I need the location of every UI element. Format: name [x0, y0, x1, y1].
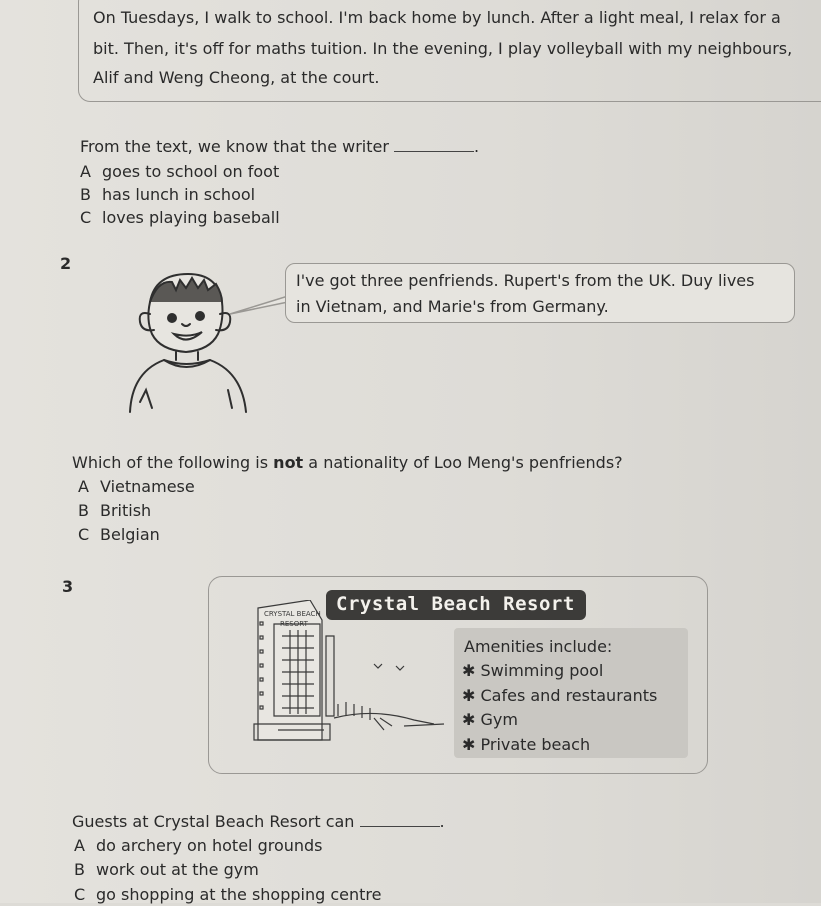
q1-stem-end: .: [474, 137, 480, 156]
boy-illustration: [110, 262, 290, 427]
q3-option-a: [74, 835, 323, 857]
option-text: do archery on hotel grounds: [96, 836, 323, 855]
option-text: has lunch in school: [102, 185, 256, 204]
q3-option-b: [74, 859, 259, 881]
q2-stem-before: Which of the following is: [72, 453, 269, 472]
amenity-item: [462, 660, 603, 682]
hotel-illustration: [234, 600, 458, 760]
q2-option-a: [78, 476, 195, 498]
amenity-text: Swimming pool: [480, 661, 604, 680]
q3-number: 3: [62, 577, 74, 596]
q2-stem-after: a nationality of Loo Meng's penfriends?: [308, 453, 623, 472]
amenity-text: Gym: [480, 710, 518, 729]
amenity-item: [462, 709, 518, 731]
option-letter: B: [74, 860, 85, 879]
star-icon: ✱: [462, 710, 476, 729]
option-letter: A: [78, 477, 89, 496]
passage-line-2: bit. Then, it's off for maths tuition. In the evening, I play volleyball with my neighbours,: [93, 39, 793, 58]
q1-option-a: [80, 161, 279, 183]
speech-line-2: in Vietnam, and Marie's from Germany.: [296, 297, 609, 316]
option-letter: B: [80, 185, 91, 204]
q1-option-b: [80, 184, 255, 206]
option-text: goes to school on foot: [102, 162, 280, 181]
option-text: British: [100, 501, 152, 520]
option-text: work out at the gym: [96, 860, 259, 879]
option-letter: A: [74, 836, 85, 855]
q1-stem-text: From the text, we know that the writer: [80, 137, 389, 156]
star-icon: ✱: [462, 686, 476, 705]
option-letter: C: [74, 885, 86, 904]
option-letter: C: [80, 208, 92, 227]
amenity-item: [462, 685, 657, 707]
q3-stem-text: Guests at Crystal Beach Resort can: [72, 812, 355, 831]
q2-option-c: [78, 524, 160, 546]
q2-stem: [72, 452, 623, 474]
q2-stem-bold: not: [273, 453, 304, 472]
speech-line-1: I've got three penfriends. Rupert's from the UK. Duy lives: [296, 271, 755, 290]
option-letter: A: [80, 162, 91, 181]
amenities-heading: Amenities include:: [464, 637, 613, 656]
option-text: loves playing baseball: [102, 208, 280, 227]
q1-option-c: [80, 207, 280, 229]
q2-number: 2: [60, 254, 72, 273]
answer-blank: [394, 151, 474, 152]
q2-option-b: [78, 500, 151, 522]
q1-stem: [80, 136, 479, 158]
star-icon: ✱: [462, 735, 476, 754]
option-text: Belgian: [100, 525, 160, 544]
option-letter: B: [78, 501, 89, 520]
q3-stem: [72, 811, 445, 833]
resort-sign-line-2: RESORT: [280, 620, 308, 628]
option-letter: C: [78, 525, 90, 544]
star-icon: ✱: [462, 661, 476, 680]
amenity-text: Private beach: [480, 735, 591, 754]
passage-line-1: On Tuesdays, I walk to school. I'm back home by lunch. After a light meal, I relax for a: [93, 8, 781, 27]
q3-stem-end: .: [439, 812, 445, 831]
option-text: Vietnamese: [100, 477, 195, 496]
amenity-item: [462, 734, 590, 756]
passage-line-3: Alif and Weng Cheong, at the court.: [93, 68, 380, 87]
resort-sign-line-1: CRYSTAL BEACH: [264, 610, 321, 618]
answer-blank: [360, 826, 440, 827]
amenity-text: Cafes and restaurants: [480, 686, 658, 705]
option-text: go shopping at the shopping centre: [96, 885, 382, 904]
resort-title: Crystal Beach Resort: [336, 593, 575, 615]
